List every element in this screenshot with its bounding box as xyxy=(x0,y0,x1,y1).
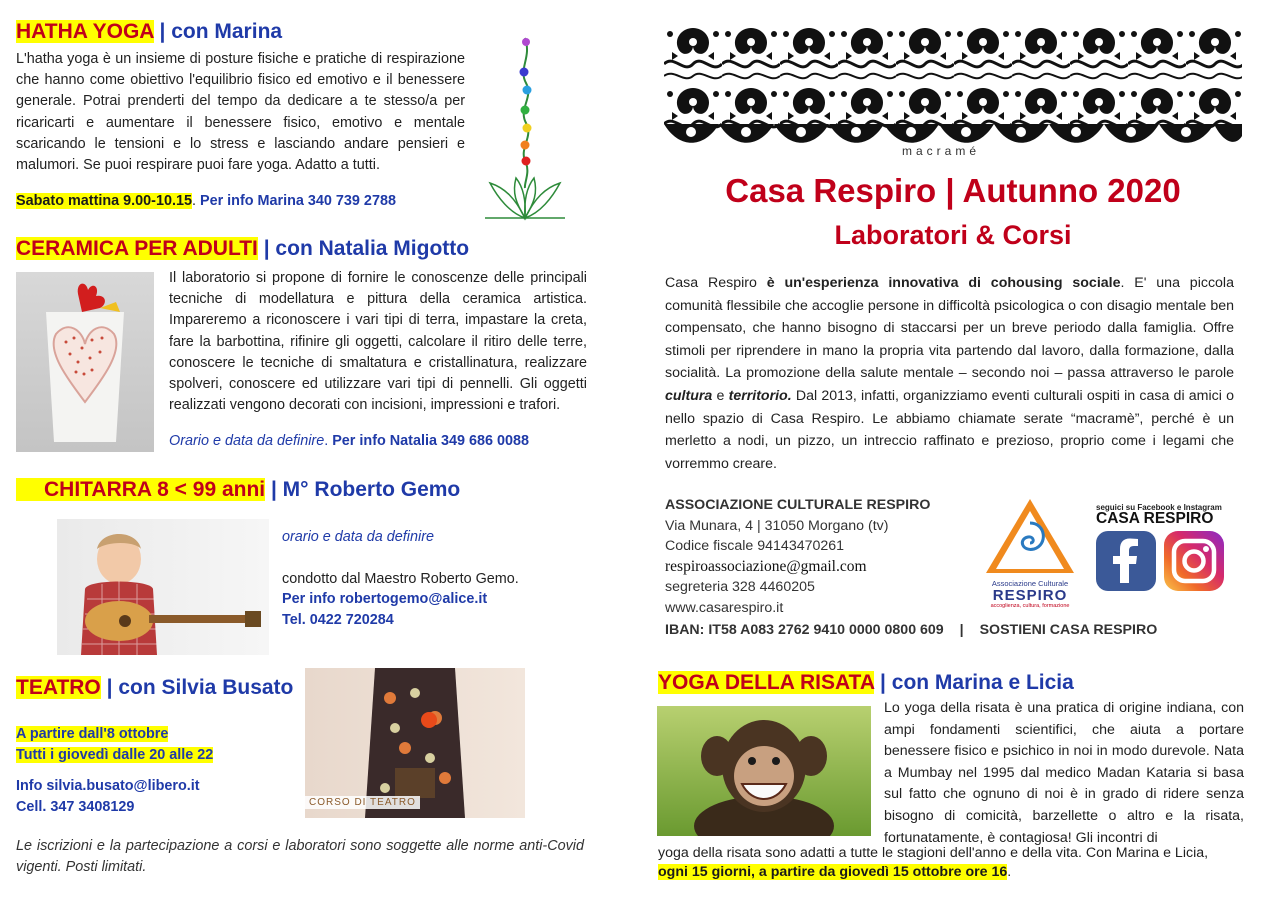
lace-header-banner xyxy=(664,24,1242,156)
intro-text-2: . E' una piccola comunità flessibile che accoglie persone in difficoltà psicologica o con disagio mentale ben compensato, che hanno bisogno di staccarsi per un breve periodo dalla famiglia. Offre stimoli per riprendere in mano la propria vita partendo dal lavoro, dalla formazione, dalla socialità. La promozione della salute mentale – secondo noi – passa attraverso le parole xyxy=(665,275,1234,382)
teatro-contacts xyxy=(16,776,200,818)
intro-bold-territorio: territorio. xyxy=(728,387,792,404)
teatro-cell: Cell. 347 3408129 xyxy=(16,799,135,815)
risata-schedule-line xyxy=(658,864,1011,880)
risata-description: Lo yoga della risata è una pratica di origine indiana, con ampi fondamenti scientifici, che aiuta a portare benessere fisico e psichico in noi in modo durevole. Nata a Mumbay nel 1995 dal medico Madan Kataria si basa sul fatto che ognuno di noi è in grado di ridere senza bisogno di comicità, barzellette o altro e la risata, fortunatamente, è contagiosa! Gli incontri di xyxy=(884,700,1244,846)
support-label: SOSTIENI CASA RESPIRO xyxy=(979,622,1158,638)
iban-separator: | xyxy=(959,622,964,638)
intro-text-1: Casa Respiro xyxy=(665,275,767,291)
teatro-email[interactable]: Info silvia.busato@libero.it xyxy=(16,778,200,794)
facebook-icon[interactable] xyxy=(1096,531,1156,591)
logo-line-2: RESPIRO xyxy=(992,587,1068,604)
laughing-monkey-photo xyxy=(657,706,871,836)
chitarra-title: CHITARRA 8 < 99 anni xyxy=(16,478,265,501)
risata-title: YOGA DELLA RISATA xyxy=(658,671,875,694)
intro-text-3: e xyxy=(712,387,729,404)
intro-paragraph xyxy=(665,272,1234,475)
logo-line-1: Associazione Culturale xyxy=(991,579,1069,588)
ceramica-dot: . xyxy=(324,433,333,449)
chitarra-instructor: | M° Roberto Gemo xyxy=(265,478,461,501)
teatro-start: A partire dall'8 ottobre xyxy=(16,726,169,742)
intro-bold-cohousing: è un'esperienza innovativa di cohousing sociale xyxy=(766,275,1121,291)
association-phone: segreteria 328 4460205 xyxy=(665,579,815,596)
ceramica-info: Per info Natalia 349 686 0088 xyxy=(332,433,529,449)
instagram-icon[interactable] xyxy=(1164,531,1224,591)
teatro-dates xyxy=(16,724,213,766)
ceramica-heading xyxy=(16,237,596,261)
chakra-lotus-illustration xyxy=(480,28,570,223)
association-email[interactable]: respiroassociazione@gmail.com xyxy=(665,557,867,575)
teatro-heading xyxy=(16,676,306,700)
hatha-info: Per info Marina 340 739 2788 xyxy=(199,193,396,209)
intro-bold-cultura: cultura xyxy=(665,387,713,404)
ceramic-vase-photo xyxy=(16,272,154,452)
risata-description-continued: yoga della risata sono adatti a tutte le stagioni dell'anno e della vita. Con Marina e Licia, xyxy=(658,845,1209,861)
risata-heading xyxy=(658,671,1238,695)
hatha-heading xyxy=(16,20,466,44)
social-follow-label: seguici su Facebook e Instagram xyxy=(1096,503,1222,512)
intro-text-4: Dal 2013, infatti, organizziamo eventi culturali ospiti in casa di amici o nello spazio di Casa Respiro. Le abbiamo chiamate serate “macramè”, perché è un merletto a nodi, un pizzo, un intreccio raffinato e prezioso, proprio come i legami che vorremmo creare. xyxy=(665,387,1234,472)
chitarra-heading xyxy=(16,478,576,502)
association-website[interactable]: www.casarespiro.it xyxy=(665,599,784,616)
ceramica-title: CERAMICA PER ADULTI xyxy=(16,237,258,260)
hatha-schedule-line xyxy=(16,193,466,209)
risata-end: . xyxy=(1007,864,1012,880)
hatha-instructor: | con Marina xyxy=(153,20,283,43)
teatro-days: Tutti i giovedì dalle 20 alle 22 xyxy=(16,747,214,763)
association-address: Via Munara, 4 | 31050 Morgano (tv) xyxy=(665,517,889,534)
teatro-instructor: | con Silvia Busato xyxy=(100,676,294,699)
respiro-logo xyxy=(984,497,1076,609)
hatha-schedule: Sabato mattina 9.00-10.15 xyxy=(16,193,192,209)
theatre-caption: CORSO DI TEATRO xyxy=(305,796,420,809)
iban: IBAN: IT58 A083 2762 9410 0000 0800 609 xyxy=(665,622,944,638)
ceramica-description: Il laboratorio si propone di fornire le conoscenze delle principali tecniche di modellatura e pittura della ceramica artistica. Impareremo a riconoscere i vari tipi di terra, impastare la creta, fare la barbottina, rifinire gli oggetti, calcolare il ritiro delle terre, conoscere le tecniche di smaltatura e cristallinatura, realizzare spolveri, conoscere ed utilizzare vari tipi di pennelli. Gli oggetti realizzati vengono decorati con incisioni, impressioni e trafori. xyxy=(169,270,587,414)
risata-schedule: ogni 15 giorni, a partire da giovedì 15 ottobre ore 16 xyxy=(658,864,1008,880)
social-name: CASA RESPIRO xyxy=(1096,510,1214,527)
hatha-title: HATHA YOGA xyxy=(16,20,154,43)
main-title: Casa Respiro | Autunno 2020 xyxy=(725,172,1181,209)
teatro-title: TEATRO xyxy=(16,676,101,699)
theatre-course-photo xyxy=(305,668,525,818)
hatha-dot: . xyxy=(191,193,200,209)
association-fiscal-code: Codice fiscale 94143470261 xyxy=(665,538,845,555)
macrame-brand: macramé xyxy=(896,144,986,156)
footer-note: Le iscrizioni e la partecipazione a corsi e laboratori sono soggette alle norme anti-Covid vigenti. Posti limitati. xyxy=(16,838,584,875)
iban-line xyxy=(665,622,1225,638)
risata-instructors: | con Marina e Licia xyxy=(874,671,1074,694)
main-subtitle: Laboratori & Corsi xyxy=(834,220,1072,250)
child-guitar-photo xyxy=(57,519,269,655)
logo-line-3: accoglienza, cultura, formazione xyxy=(990,603,1070,609)
ceramica-instructor: | con Natalia Migotto xyxy=(257,237,470,260)
ceramica-schedule: Orario e data da definire xyxy=(169,433,325,449)
chitarra-info-tel: Tel. 0422 720284 xyxy=(282,612,394,628)
hatha-description: L'hatha yoga è un insieme di posture fisiche e pratiche di respirazione che hanno come obiettivo l'equilibrio fisico ed emotivo e il benessere generale. Potrai prenderti del tempo da dedicare a te stesso/a per ricaricarti e aumentare il benessere fisico, emotivo e mentale scaricando le tensioni e lo stress e lasciando andare pensieri e malumori. Se puoi respirare puoi fare yoga. Adatto a tutti. xyxy=(16,51,465,174)
ceramica-schedule-line xyxy=(169,433,589,449)
chitarra-led-by: condotto dal Maestro Roberto Gemo. xyxy=(282,571,519,587)
association-name: ASSOCIAZIONE CULTURALE RESPIRO xyxy=(665,497,931,513)
chitarra-schedule: orario e data da definire xyxy=(282,529,435,545)
chitarra-info-email[interactable]: Per info robertogemo@alice.it xyxy=(282,591,488,607)
association-contacts xyxy=(665,495,930,619)
